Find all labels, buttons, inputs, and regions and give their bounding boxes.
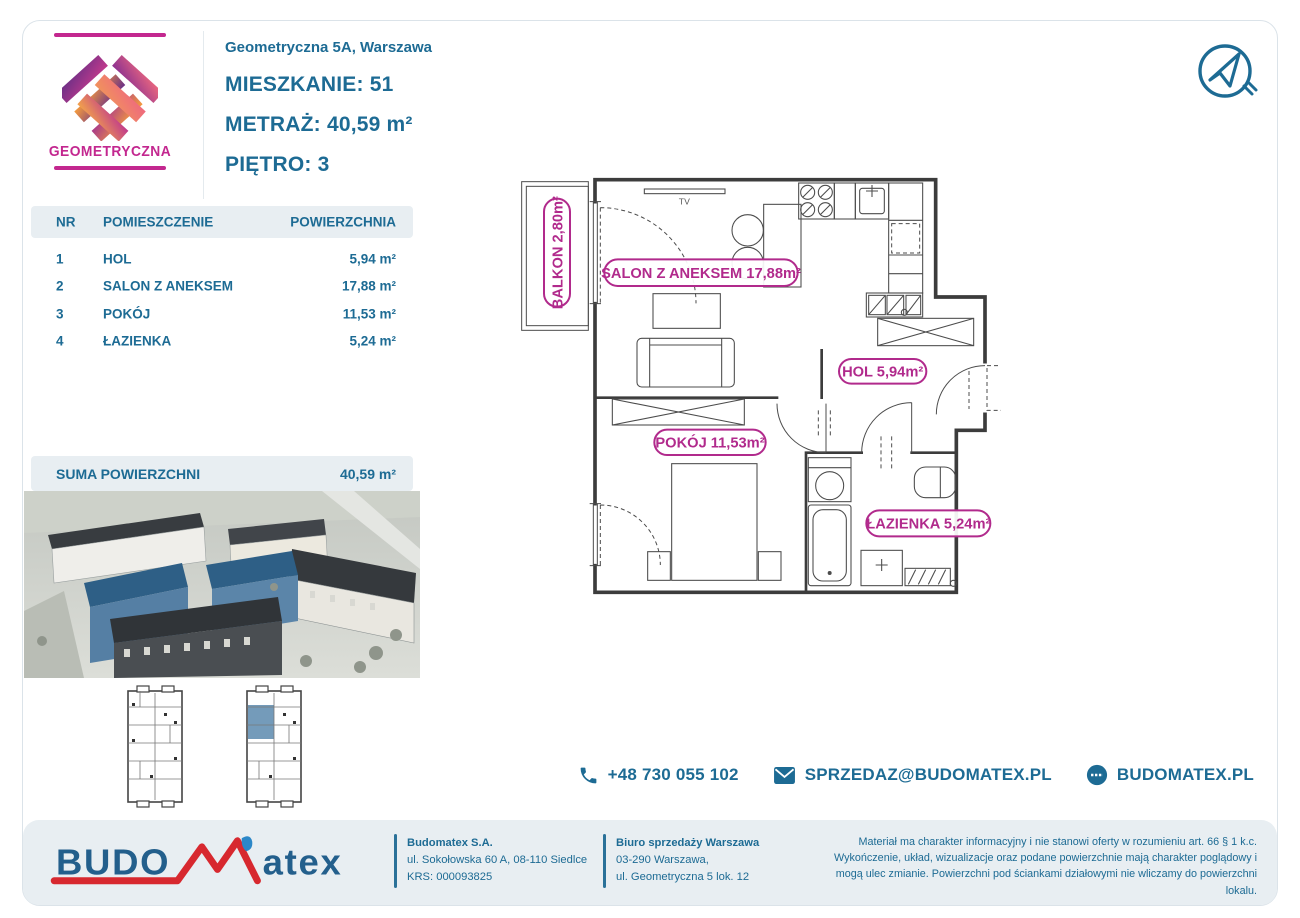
floor-value: 3 xyxy=(317,153,330,176)
metraz-label: METRAŻ: xyxy=(225,113,321,136)
row-room: ŁAZIENKA xyxy=(103,333,172,349)
company-address xyxy=(407,835,587,885)
office-name: Biuro sprzedaży Warszawa xyxy=(616,837,760,849)
row-nr: 4 xyxy=(56,333,64,349)
row-nr: 3 xyxy=(56,306,64,322)
header-divider xyxy=(203,31,204,199)
rooms-table xyxy=(31,245,413,355)
budomatex-logo xyxy=(49,835,379,890)
col-room: POMIESZCZENIE xyxy=(103,214,214,230)
brand-left: BUDO xyxy=(55,841,171,883)
floor-label: PIĘTRO: xyxy=(225,153,312,176)
company-street: ul. Sokołowska 60 A, 08-110 Siedlce xyxy=(407,853,588,866)
apartment-label: MIESZKANIE: xyxy=(225,73,364,96)
logo-bottom-rule xyxy=(54,166,166,170)
legal-disclaimer: Materiał ma charakter informacyjny i nie stanowi oferty w rozumieniu art. 66 § 1 k.c. Wykończenie, układ, wizualizacje oraz podane powierzchnie mają charakter poglądowy i mogą ulec zmianie. Powierzchni pod ściankami działowymi nie wliczamy do powierzchni lokalu. xyxy=(833,836,1257,897)
address-line: Geometryczna 5A, Warszawa xyxy=(225,39,433,56)
label-hol xyxy=(839,359,926,384)
rooms-table-header xyxy=(31,206,413,238)
svg-text:SALON Z ANEKSEM 17,88m²: SALON Z ANEKSEM 17,88m² xyxy=(601,266,801,282)
table-row xyxy=(31,273,413,301)
label-lazienka xyxy=(866,510,990,536)
floor-line xyxy=(225,153,432,177)
row-nr: 2 xyxy=(56,278,64,294)
row-area: 17,88 m² xyxy=(341,278,396,294)
office-city: 03-290 Warszawa, xyxy=(616,853,709,866)
footer-divider xyxy=(394,834,397,888)
tv-label: TV xyxy=(678,196,690,207)
apartment-value: 51 xyxy=(369,73,394,96)
row-room: POKÓJ xyxy=(103,306,151,322)
row-area: 11,53 m² xyxy=(342,306,396,322)
north-compass-icon xyxy=(1189,37,1267,115)
table-row xyxy=(31,328,413,356)
office-street: ul. Geometryczna 5 lok. 12 xyxy=(616,870,750,883)
row-room: SALON Z ANEKSEM xyxy=(103,278,234,294)
row-room: HOL xyxy=(103,251,132,267)
phone-number: +48 730 055 102 xyxy=(607,765,739,784)
envelope-icon xyxy=(773,766,796,785)
floor-key-plan xyxy=(124,683,186,810)
unit-highlight xyxy=(248,705,274,739)
geometryczna-logo-icon xyxy=(62,41,158,141)
label-pokoj xyxy=(654,430,765,455)
logo-top-rule xyxy=(54,33,166,37)
phone-contact[interactable] xyxy=(578,765,739,786)
geometryczna-logo xyxy=(39,31,181,191)
area-sum-bar xyxy=(31,456,413,491)
apartment-number-line xyxy=(225,73,432,97)
sum-value: 40,59 m² xyxy=(339,465,396,482)
metraz-value: 40,59 m² xyxy=(326,113,413,136)
apartment-floorplan xyxy=(501,151,1001,601)
email-address: SPRZEDAZ@BUDOMATEX.PL xyxy=(804,765,1052,784)
contact-row xyxy=(578,764,1254,786)
email-contact[interactable] xyxy=(773,765,1052,785)
sales-office-address xyxy=(616,835,759,885)
website-contact[interactable] xyxy=(1086,764,1254,786)
aerial-visualization xyxy=(24,491,420,678)
row-nr: 1 xyxy=(56,251,64,267)
www-globe-icon xyxy=(1086,764,1108,786)
company-krs: KRS: 000093825 xyxy=(407,870,493,883)
apartment-header xyxy=(225,39,432,193)
flyer-card xyxy=(22,20,1278,906)
col-nr: NR xyxy=(56,214,76,230)
table-row xyxy=(31,245,413,273)
row-area: 5,94 m² xyxy=(349,251,396,267)
col-area: POWIERZCHNIA xyxy=(290,214,396,230)
label-balkon xyxy=(544,196,570,309)
svg-text:ŁAZIENKA 5,24m²: ŁAZIENKA 5,24m² xyxy=(866,516,991,533)
footer-divider xyxy=(603,834,606,888)
svg-text:HOL 5,94m²: HOL 5,94m² xyxy=(842,364,924,381)
brand-right: atex xyxy=(262,841,343,883)
sum-label: SUMA POWIERZCHNI xyxy=(56,465,201,482)
unit-location-plan xyxy=(243,683,305,810)
phone-icon xyxy=(578,765,599,786)
table-row xyxy=(31,300,413,328)
label-salon xyxy=(601,259,801,286)
company-name: Budomatex S.A. xyxy=(407,837,493,849)
footer-bar xyxy=(23,820,1277,905)
logo-wordmark: GEOMETRYCZNA xyxy=(48,143,172,160)
website-url: BUDOMATEX.PL xyxy=(1116,765,1254,784)
row-area: 5,24 m² xyxy=(349,333,396,349)
svg-text:POKÓJ 11,53m²: POKÓJ 11,53m² xyxy=(655,435,765,452)
metraz-line xyxy=(225,113,432,137)
svg-text:BALKON 2,80m²: BALKON 2,80m² xyxy=(550,196,567,310)
